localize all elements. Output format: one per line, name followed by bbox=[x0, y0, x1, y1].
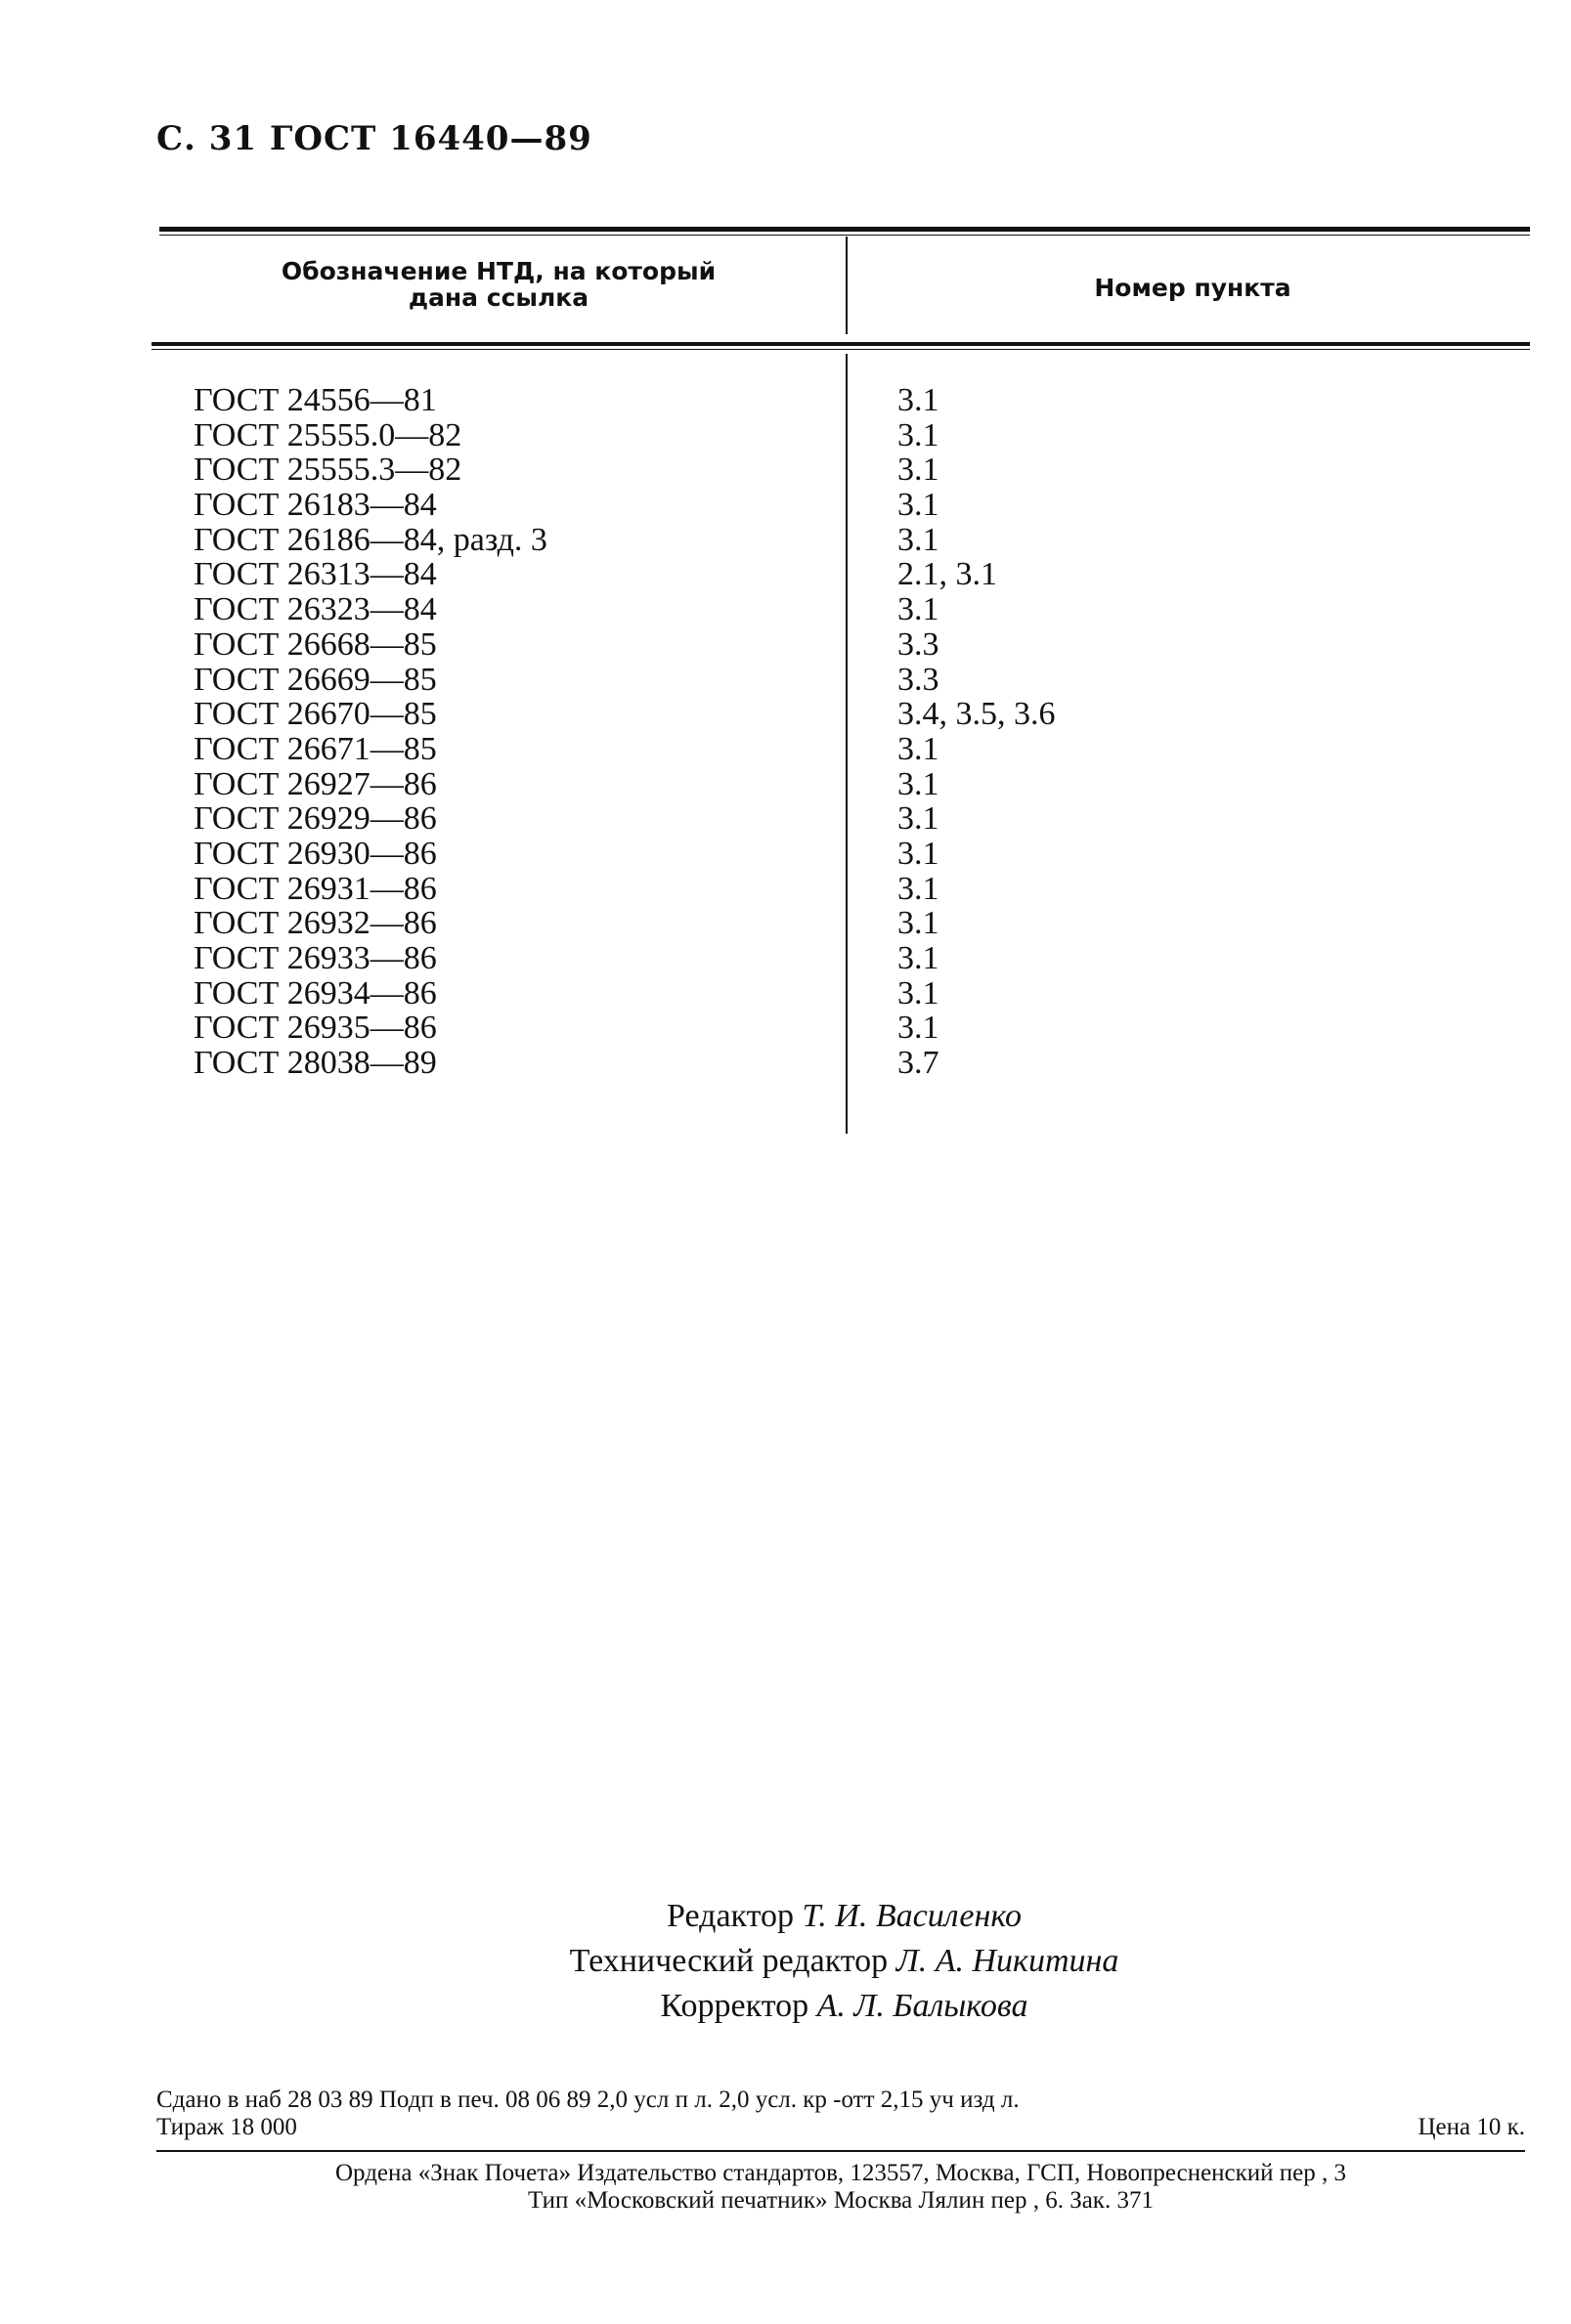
table-row bbox=[0, 767, 1571, 802]
table-top-rule-thin bbox=[159, 235, 1530, 236]
item-cell: 3.1 bbox=[897, 416, 939, 453]
table-row bbox=[0, 663, 1571, 698]
table-row bbox=[0, 488, 1571, 523]
table-row bbox=[0, 557, 1571, 592]
reference-cell: ГОСТ 26934—86 bbox=[194, 974, 437, 1011]
item-cell: 2.1, 3.1 bbox=[897, 556, 997, 593]
table-row bbox=[0, 592, 1571, 627]
table-row bbox=[0, 732, 1571, 767]
credit-tech-editor bbox=[0, 1939, 1571, 1984]
reference-cell: ГОСТ 26670—85 bbox=[194, 696, 437, 733]
table-row bbox=[0, 872, 1571, 907]
reference-cell: ГОСТ 26930—86 bbox=[194, 835, 437, 872]
reference-cell: ГОСТ 25555.3—82 bbox=[194, 452, 462, 489]
reference-cell: ГОСТ 28038—89 bbox=[194, 1045, 437, 1082]
item-cell: 3.1 bbox=[897, 800, 939, 838]
item-cell: 3.1 bbox=[897, 1010, 939, 1047]
table-row bbox=[0, 906, 1571, 941]
table-row bbox=[0, 383, 1571, 418]
table-top-rule bbox=[159, 227, 1530, 232]
table-row bbox=[0, 837, 1571, 872]
reference-cell: ГОСТ 26186—84, разд. 3 bbox=[194, 521, 547, 558]
table-row bbox=[0, 1046, 1571, 1081]
credit-proofreader bbox=[0, 1984, 1571, 2029]
item-cell: 3.1 bbox=[897, 487, 939, 524]
credit-proofreader-role: Корректор bbox=[660, 1988, 809, 2024]
column-header-item-number: Номер пункта bbox=[1094, 274, 1291, 302]
credit-tech-editor-role: Технический редактор bbox=[569, 1943, 889, 1979]
column-header-reference-line1: Обозначение НТД, на который bbox=[281, 257, 717, 285]
credits-block bbox=[0, 1894, 1571, 2029]
reference-cell: ГОСТ 26932—86 bbox=[194, 905, 437, 942]
item-cell: 3.1 bbox=[897, 382, 939, 418]
reference-cell: ГОСТ 26929—86 bbox=[194, 800, 437, 838]
item-cell: 3.1 bbox=[897, 974, 939, 1011]
item-cell: 3.1 bbox=[897, 905, 939, 942]
imprint-line-2 bbox=[156, 2114, 1525, 2141]
reference-cell: ГОСТ 26671—85 bbox=[194, 730, 437, 767]
reference-cell: ГОСТ 26183—84 bbox=[194, 487, 437, 524]
publisher-block bbox=[152, 2160, 1530, 2215]
reference-cell: ГОСТ 26668—85 bbox=[194, 625, 437, 663]
item-cell: 3.4, 3.5, 3.6 bbox=[897, 696, 1056, 733]
imprint-print-details: Сдано в наб 28 03 89 Подп в печ. 08 06 89 2,0 усл п л. 2,0 усл. кр -отт 2,15 уч изд л. bbox=[156, 2087, 1020, 2113]
table-header-rule-thin bbox=[152, 349, 1530, 350]
item-cell: 3.3 bbox=[897, 625, 939, 663]
table-row bbox=[0, 941, 1571, 976]
page-header: С. 31 ГОСТ 16440—89 bbox=[156, 119, 592, 158]
item-cell: 3.1 bbox=[897, 870, 939, 907]
column-divider-header bbox=[846, 237, 848, 334]
imprint-circulation: Тираж 18 000 bbox=[156, 2114, 297, 2140]
table-header-rule bbox=[152, 342, 1530, 346]
imprint-block bbox=[156, 2087, 1525, 2141]
credit-tech-editor-name: Л. А. Никитина bbox=[895, 1943, 1119, 1979]
publisher-line-2: Тип «Московский печатник» Москва Лялин пер , 6. Зак. 371 bbox=[528, 2187, 1154, 2214]
reference-table-body bbox=[0, 383, 1571, 1081]
table-row bbox=[0, 452, 1571, 488]
item-cell: 3.7 bbox=[897, 1045, 939, 1082]
item-cell: 3.1 bbox=[897, 591, 939, 628]
credit-editor bbox=[0, 1894, 1571, 1939]
imprint-line-1 bbox=[156, 2087, 1525, 2114]
item-cell: 3.1 bbox=[897, 940, 939, 976]
table-row bbox=[0, 976, 1571, 1011]
reference-cell: ГОСТ 26935—86 bbox=[194, 1010, 437, 1047]
imprint-price: Цена 10 к. bbox=[1418, 2114, 1525, 2140]
credit-proofreader-name: А. Л. Балыкова bbox=[816, 1988, 1028, 2024]
table-row bbox=[0, 523, 1571, 558]
table-row bbox=[0, 697, 1571, 732]
credit-editor-role: Редактор bbox=[667, 1898, 795, 1934]
item-cell: 3.1 bbox=[897, 835, 939, 872]
item-cell: 3.1 bbox=[897, 521, 939, 558]
item-cell: 3.1 bbox=[897, 730, 939, 767]
reference-cell: ГОСТ 24556—81 bbox=[194, 382, 437, 418]
publisher-line-1: Ордена «Знак Почета» Издательство стандартов, 123557, Москва, ГСП, Новопресненский пер , 3 bbox=[334, 2160, 1347, 2186]
reference-cell: ГОСТ 26927—86 bbox=[194, 765, 437, 802]
column-header-reference bbox=[196, 258, 802, 311]
table-row bbox=[0, 801, 1571, 837]
column-header-reference-line2: дана ссылка bbox=[408, 283, 589, 312]
table-row bbox=[0, 1011, 1571, 1046]
reference-cell: ГОСТ 26933—86 bbox=[194, 940, 437, 976]
item-cell: 3.1 bbox=[897, 452, 939, 489]
credit-editor-name: Т. И. Василенко bbox=[802, 1898, 1022, 1934]
item-cell: 3.3 bbox=[897, 661, 939, 698]
item-cell: 3.1 bbox=[897, 765, 939, 802]
table-row bbox=[0, 627, 1571, 663]
imprint-rule bbox=[156, 2150, 1525, 2152]
reference-cell: ГОСТ 26323—84 bbox=[194, 591, 437, 628]
reference-cell: ГОСТ 25555.0—82 bbox=[194, 416, 462, 453]
reference-cell: ГОСТ 26313—84 bbox=[194, 556, 437, 593]
table-row bbox=[0, 418, 1571, 453]
reference-cell: ГОСТ 26669—85 bbox=[194, 661, 437, 698]
reference-cell: ГОСТ 26931—86 bbox=[194, 870, 437, 907]
